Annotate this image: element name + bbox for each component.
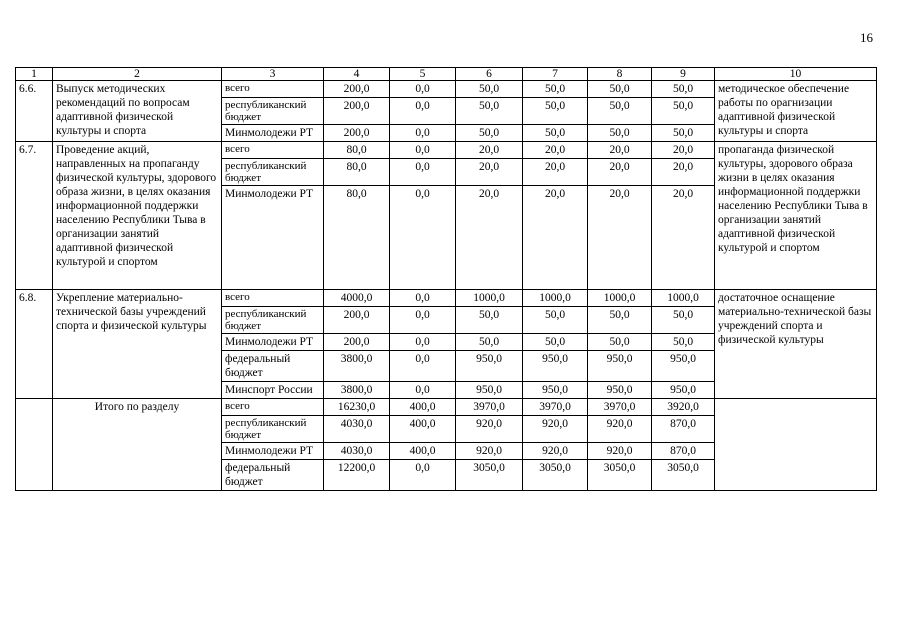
value-cell: 50,0 xyxy=(652,98,715,125)
funding-source: республиканский бюджет xyxy=(222,159,324,186)
funding-source: всего xyxy=(222,290,324,307)
value-cell: 950,0 xyxy=(523,382,588,399)
value-cell: 0,0 xyxy=(390,460,456,491)
value-cell: 920,0 xyxy=(456,443,523,460)
value-cell: 920,0 xyxy=(523,443,588,460)
value-cell: 20,0 xyxy=(523,159,588,186)
column-header: 2 xyxy=(53,68,222,81)
item-number: 6.7. xyxy=(16,142,53,290)
total-number-cell xyxy=(16,399,53,491)
value-cell: 0,0 xyxy=(390,382,456,399)
table-row xyxy=(16,399,877,416)
value-cell: 400,0 xyxy=(390,416,456,443)
value-cell: 50,0 xyxy=(456,334,523,351)
value-cell: 950,0 xyxy=(652,351,715,382)
value-cell: 200,0 xyxy=(324,98,390,125)
value-cell: 3920,0 xyxy=(652,399,715,416)
value-cell: 1000,0 xyxy=(523,290,588,307)
value-cell: 950,0 xyxy=(588,382,652,399)
column-header: 1 xyxy=(16,68,53,81)
value-cell: 50,0 xyxy=(456,307,523,334)
value-cell: 0,0 xyxy=(390,334,456,351)
table-row xyxy=(16,142,877,159)
column-header: 3 xyxy=(222,68,324,81)
value-cell: 3970,0 xyxy=(523,399,588,416)
value-cell: 1000,0 xyxy=(588,290,652,307)
column-header: 9 xyxy=(652,68,715,81)
item-name: Проведение акций, направленных на пропаганду физической культуры, здорового образа жизни, в целях оказания информационной поддержки населению Республики Тыва в организации занятий адаптивной физической культурой и спортом xyxy=(53,142,222,290)
value-cell: 80,0 xyxy=(324,142,390,159)
value-cell: 920,0 xyxy=(456,416,523,443)
funding-source: всего xyxy=(222,399,324,416)
funding-source: всего xyxy=(222,81,324,98)
funding-source: всего xyxy=(222,142,324,159)
column-header: 8 xyxy=(588,68,652,81)
value-cell: 16230,0 xyxy=(324,399,390,416)
value-cell: 50,0 xyxy=(456,125,523,142)
funding-source: республиканский бюджет xyxy=(222,307,324,334)
value-cell: 50,0 xyxy=(523,98,588,125)
value-cell: 50,0 xyxy=(652,125,715,142)
value-cell: 50,0 xyxy=(652,307,715,334)
value-cell: 3800,0 xyxy=(324,351,390,382)
funding-source: республиканский бюджет xyxy=(222,416,324,443)
value-cell: 400,0 xyxy=(390,443,456,460)
value-cell: 50,0 xyxy=(456,98,523,125)
value-cell: 4030,0 xyxy=(324,443,390,460)
value-cell: 3970,0 xyxy=(588,399,652,416)
funding-source: Минмолодежи РТ xyxy=(222,443,324,460)
table-row xyxy=(16,81,877,98)
value-cell: 50,0 xyxy=(588,307,652,334)
column-header: 4 xyxy=(324,68,390,81)
column-header: 6 xyxy=(456,68,523,81)
value-cell: 12200,0 xyxy=(324,460,390,491)
funding-source: федеральный бюджет xyxy=(222,460,324,491)
funding-source: республиканский бюджет xyxy=(222,98,324,125)
value-cell: 20,0 xyxy=(588,142,652,159)
value-cell: 50,0 xyxy=(652,81,715,98)
value-cell: 0,0 xyxy=(390,81,456,98)
value-cell: 20,0 xyxy=(588,159,652,186)
value-cell: 50,0 xyxy=(588,334,652,351)
value-cell: 50,0 xyxy=(652,334,715,351)
total-label: Итого по разделу xyxy=(53,399,222,491)
value-cell: 80,0 xyxy=(324,186,390,290)
column-number-row xyxy=(16,68,877,81)
value-cell: 870,0 xyxy=(652,416,715,443)
value-cell: 3970,0 xyxy=(456,399,523,416)
value-cell: 0,0 xyxy=(390,159,456,186)
value-cell: 50,0 xyxy=(523,81,588,98)
value-cell: 920,0 xyxy=(588,443,652,460)
value-cell: 950,0 xyxy=(588,351,652,382)
funding-source: Минмолодежи РТ xyxy=(222,334,324,351)
expected-result: пропаганда физической культуры, здорового образа жизни в целях оказания информационной поддержки населению Республики Тыва в организации занятий адаптивной физической культурой и спортом xyxy=(715,142,877,290)
value-cell: 50,0 xyxy=(523,307,588,334)
value-cell: 50,0 xyxy=(456,81,523,98)
funding-source: Минмолодежи РТ xyxy=(222,186,324,290)
value-cell: 20,0 xyxy=(523,142,588,159)
value-cell: 50,0 xyxy=(523,125,588,142)
value-cell: 0,0 xyxy=(390,307,456,334)
value-cell: 20,0 xyxy=(588,186,652,290)
value-cell: 50,0 xyxy=(588,125,652,142)
value-cell: 200,0 xyxy=(324,125,390,142)
value-cell: 950,0 xyxy=(456,382,523,399)
total-result-cell xyxy=(715,399,877,491)
value-cell: 0,0 xyxy=(390,290,456,307)
value-cell: 1000,0 xyxy=(456,290,523,307)
value-cell: 50,0 xyxy=(588,81,652,98)
value-cell: 20,0 xyxy=(456,186,523,290)
value-cell: 920,0 xyxy=(588,416,652,443)
value-cell: 0,0 xyxy=(390,142,456,159)
value-cell: 20,0 xyxy=(456,142,523,159)
value-cell: 400,0 xyxy=(390,399,456,416)
expected-result: достаточное оснащение материально-технической базы учреждений спорта и физической культуры xyxy=(715,290,877,399)
value-cell: 950,0 xyxy=(523,351,588,382)
value-cell: 20,0 xyxy=(652,142,715,159)
value-cell: 950,0 xyxy=(652,382,715,399)
value-cell: 3050,0 xyxy=(588,460,652,491)
value-cell: 1000,0 xyxy=(652,290,715,307)
item-number: 6.8. xyxy=(16,290,53,399)
value-cell: 950,0 xyxy=(456,351,523,382)
funding-source: федеральный бюджет xyxy=(222,351,324,382)
item-number: 6.6. xyxy=(16,81,53,142)
value-cell: 50,0 xyxy=(588,98,652,125)
value-cell: 3050,0 xyxy=(523,460,588,491)
value-cell: 3800,0 xyxy=(324,382,390,399)
value-cell: 0,0 xyxy=(390,186,456,290)
value-cell: 80,0 xyxy=(324,159,390,186)
budget-table xyxy=(15,67,877,491)
value-cell: 3050,0 xyxy=(456,460,523,491)
value-cell: 50,0 xyxy=(523,334,588,351)
value-cell: 4000,0 xyxy=(324,290,390,307)
item-name: Укрепление материально-технической базы учреждений спорта и физической культуры xyxy=(53,290,222,399)
column-header: 10 xyxy=(715,68,877,81)
column-header: 7 xyxy=(523,68,588,81)
value-cell: 920,0 xyxy=(523,416,588,443)
item-name: Выпуск методических рекомендаций по вопросам адаптивной физической культуры и спорта xyxy=(53,81,222,142)
value-cell: 200,0 xyxy=(324,81,390,98)
value-cell: 0,0 xyxy=(390,125,456,142)
value-cell: 200,0 xyxy=(324,334,390,351)
value-cell: 0,0 xyxy=(390,98,456,125)
column-header: 5 xyxy=(390,68,456,81)
table-row xyxy=(16,290,877,307)
funding-source: Минмолодежи РТ xyxy=(222,125,324,142)
value-cell: 4030,0 xyxy=(324,416,390,443)
value-cell: 20,0 xyxy=(652,159,715,186)
value-cell: 20,0 xyxy=(523,186,588,290)
value-cell: 200,0 xyxy=(324,307,390,334)
funding-source: Минспорт России xyxy=(222,382,324,399)
value-cell: 20,0 xyxy=(456,159,523,186)
value-cell: 870,0 xyxy=(652,443,715,460)
page-number: 16 xyxy=(860,30,873,45)
expected-result: методическое обеспечение работы по орагнизации адаптивной физической культуры и спорта xyxy=(715,81,877,142)
value-cell: 20,0 xyxy=(652,186,715,290)
value-cell: 0,0 xyxy=(390,351,456,382)
value-cell: 3050,0 xyxy=(652,460,715,491)
